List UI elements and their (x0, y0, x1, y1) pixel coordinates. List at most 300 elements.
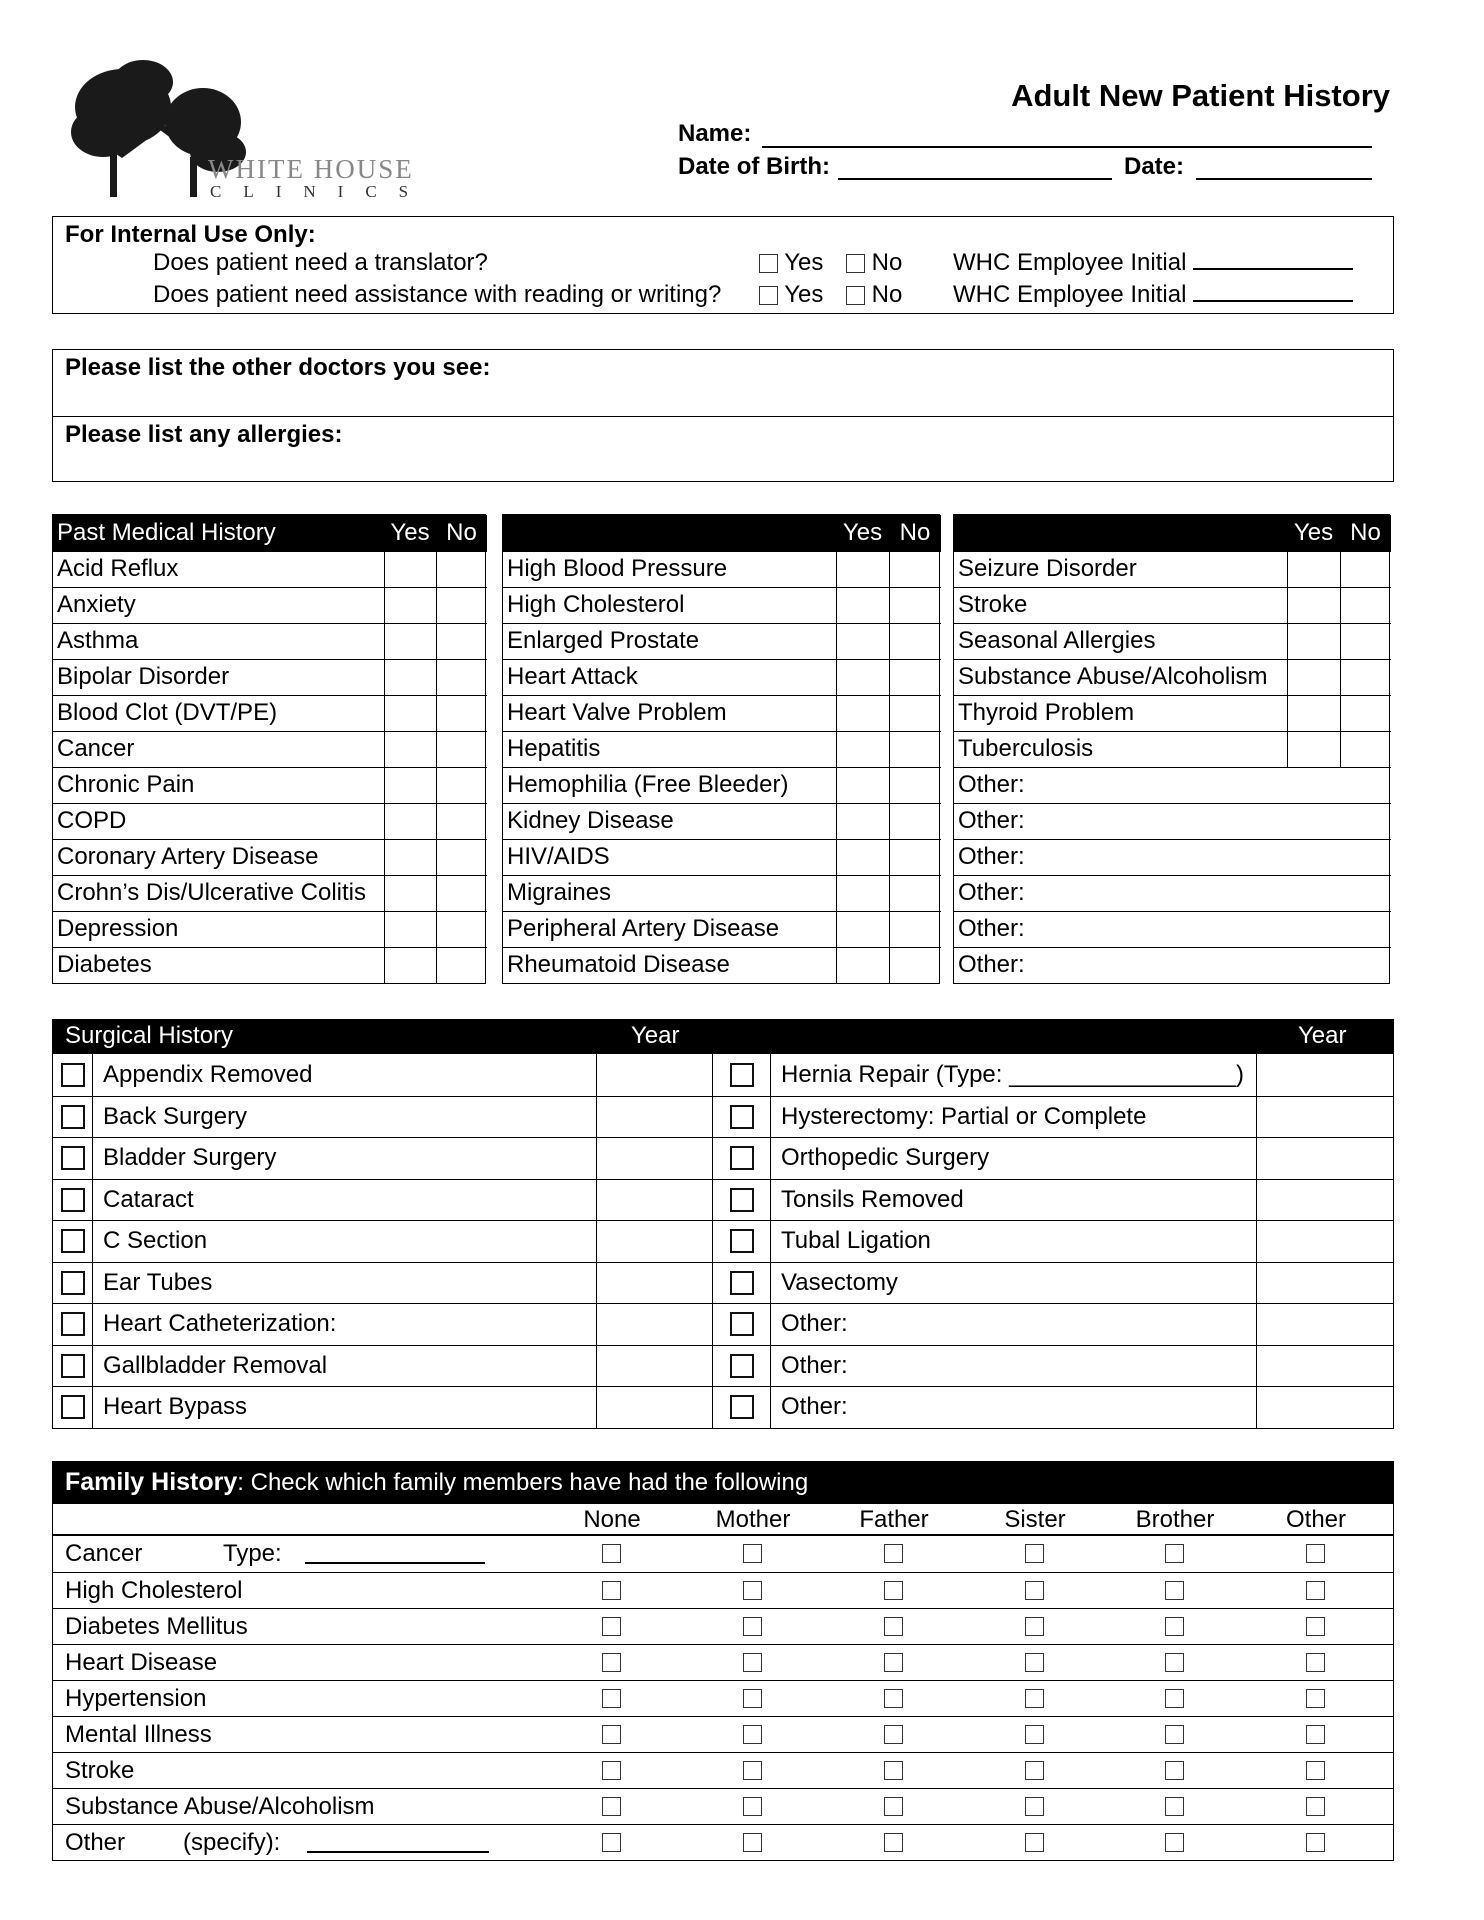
family-checkbox[interactable] (884, 1653, 903, 1672)
family-checkbox[interactable] (884, 1761, 903, 1780)
reading-no-option[interactable] (846, 281, 902, 309)
yes-cell[interactable] (384, 803, 436, 839)
family-checkbox[interactable] (1165, 1617, 1184, 1636)
surgery-row (53, 1386, 1393, 1428)
pmh-row (53, 731, 487, 767)
other-label[interactable]: Other: (954, 947, 1391, 983)
family-checkbox[interactable] (884, 1725, 903, 1744)
translator-no-option[interactable] (846, 249, 902, 277)
surgery-label: Tonsils Removed (771, 1180, 1257, 1221)
family-checkbox[interactable] (743, 1725, 762, 1744)
surgery-checkbox[interactable] (61, 1105, 85, 1129)
checkbox[interactable] (759, 254, 778, 273)
family-checkbox[interactable] (1306, 1544, 1325, 1563)
year-field[interactable] (597, 1263, 713, 1304)
year-field[interactable] (597, 1180, 713, 1221)
no-cell[interactable] (889, 911, 941, 947)
name-field[interactable] (762, 146, 1372, 148)
family-title: Family History (65, 1468, 238, 1496)
no-label: No (871, 249, 903, 276)
no-cell[interactable] (436, 695, 487, 731)
family-condition-label: Hypertension (65, 1685, 207, 1712)
family-extra-field[interactable] (305, 1562, 485, 1564)
pmh-other-row[interactable] (954, 803, 1391, 839)
year-field[interactable] (1257, 1221, 1393, 1262)
family-checkbox[interactable] (1025, 1725, 1044, 1744)
family-checkbox[interactable] (743, 1797, 762, 1816)
family-checkbox[interactable] (743, 1761, 762, 1780)
no-cell[interactable] (1340, 587, 1391, 623)
family-checkbox[interactable] (1025, 1581, 1044, 1600)
yes-header: Yes (836, 515, 889, 551)
surgery-label: C Section (93, 1221, 597, 1262)
pmh-row (53, 695, 487, 731)
condition-label: Chronic Pain (53, 767, 384, 803)
year-field[interactable] (1257, 1346, 1393, 1387)
condition-label: Thyroid Problem (954, 695, 1287, 731)
yes-cell[interactable] (384, 623, 436, 659)
no-cell[interactable] (889, 947, 941, 983)
pmh-row (503, 695, 941, 731)
yes-cell[interactable] (384, 767, 436, 803)
surgery-checkbox[interactable] (730, 1188, 754, 1212)
condition-label: Heart Attack (503, 659, 836, 695)
family-checkbox[interactable] (1306, 1581, 1325, 1600)
surgical-header (53, 1020, 1393, 1054)
yes-cell[interactable] (836, 587, 889, 623)
year-field[interactable] (597, 1304, 713, 1345)
no-header: No (1340, 515, 1391, 551)
dob-field[interactable] (838, 178, 1112, 180)
condition-label: Diabetes (53, 947, 384, 983)
yes-cell[interactable] (1287, 659, 1340, 695)
family-checkbox[interactable] (1306, 1797, 1325, 1816)
pmh-other-row[interactable] (954, 839, 1391, 875)
yes-cell[interactable] (384, 947, 436, 983)
condition-label: Kidney Disease (503, 803, 836, 839)
no-cell[interactable] (436, 875, 487, 911)
family-checkbox[interactable] (743, 1544, 762, 1563)
family-checkbox[interactable] (1306, 1725, 1325, 1744)
family-checkbox[interactable] (884, 1544, 903, 1563)
surgery-label: Bladder Surgery (93, 1138, 597, 1179)
no-cell[interactable] (889, 587, 941, 623)
no-cell[interactable] (436, 551, 487, 587)
surgery-label: Other: (771, 1387, 1257, 1428)
surgery-checkbox[interactable] (730, 1395, 754, 1419)
surgery-label: Gallbladder Removal (93, 1346, 597, 1387)
other-label[interactable]: Other: (954, 911, 1391, 947)
pmh-row (53, 803, 487, 839)
family-condition-label: Substance Abuse/Alcoholism (65, 1793, 375, 1820)
family-checkbox[interactable] (1165, 1761, 1184, 1780)
year-field[interactable] (597, 1097, 713, 1138)
yes-cell[interactable] (836, 875, 889, 911)
page-title: Adult New Patient History (1011, 78, 1390, 113)
yes-cell[interactable] (384, 551, 436, 587)
family-condition-label: Other (65, 1829, 126, 1856)
condition-label: Cancer (53, 731, 384, 767)
yes-cell[interactable] (1287, 731, 1340, 767)
pmh-row (503, 839, 941, 875)
family-checkbox[interactable] (1165, 1653, 1184, 1672)
yes-cell[interactable] (836, 839, 889, 875)
family-row (53, 1716, 1393, 1752)
yes-cell[interactable] (836, 695, 889, 731)
no-cell[interactable] (436, 947, 487, 983)
family-column-sister: Sister (1004, 1506, 1066, 1533)
year-field[interactable] (1257, 1180, 1393, 1221)
condition-label: Stroke (954, 587, 1287, 623)
yes-cell[interactable] (836, 731, 889, 767)
family-column-mother: Mother (715, 1506, 791, 1533)
family-checkbox[interactable] (743, 1581, 762, 1600)
family-checkbox[interactable] (884, 1581, 903, 1600)
year-header-right: Year (1298, 1022, 1347, 1049)
yes-cell[interactable] (836, 767, 889, 803)
yes-cell[interactable] (1287, 695, 1340, 731)
no-cell[interactable] (1340, 731, 1391, 767)
family-extra-field[interactable] (307, 1851, 489, 1853)
surgery-row (53, 1262, 1393, 1304)
pmh-row (503, 551, 941, 587)
family-checkbox[interactable] (1306, 1617, 1325, 1636)
yes-header: Yes (384, 515, 436, 551)
family-checkbox[interactable] (743, 1617, 762, 1636)
surgery-label: Back Surgery (93, 1097, 597, 1138)
surgery-row (53, 1303, 1393, 1345)
family-checkbox[interactable] (602, 1797, 621, 1816)
family-checkbox[interactable] (1025, 1833, 1044, 1852)
family-checkbox[interactable] (1025, 1544, 1044, 1563)
no-cell[interactable] (1340, 623, 1391, 659)
family-checkbox[interactable] (602, 1725, 621, 1744)
condition-label: Seizure Disorder (954, 551, 1287, 587)
yes-cell[interactable] (836, 659, 889, 695)
surgery-label: Hernia Repair (Type: _________________) (771, 1054, 1257, 1096)
year-field[interactable] (597, 1054, 713, 1096)
surgery-label: Other: (771, 1304, 1257, 1345)
family-checkbox[interactable] (1306, 1653, 1325, 1672)
year-field[interactable] (597, 1346, 713, 1387)
surgery-checkbox[interactable] (730, 1146, 754, 1170)
no-cell[interactable] (1340, 659, 1391, 695)
reading-yes-option[interactable] (759, 281, 823, 309)
no-cell[interactable] (889, 803, 941, 839)
yes-cell[interactable] (1287, 551, 1340, 587)
family-checkbox[interactable] (1165, 1797, 1184, 1816)
yes-header: Yes (1287, 515, 1340, 551)
surgery-checkbox[interactable] (730, 1105, 754, 1129)
logo-subname: CLINICS (210, 182, 431, 201)
no-cell[interactable] (889, 659, 941, 695)
no-cell[interactable] (889, 839, 941, 875)
pmh-table-2 (502, 514, 940, 984)
family-checkbox[interactable] (1306, 1689, 1325, 1708)
no-cell[interactable] (889, 551, 941, 587)
pmh-row (954, 695, 1391, 731)
surgery-checkbox[interactable] (61, 1395, 85, 1419)
family-checkbox[interactable] (884, 1689, 903, 1708)
condition-label: High Cholesterol (503, 587, 836, 623)
pmh-row (503, 731, 941, 767)
family-column-other: Other (1285, 1506, 1347, 1533)
year-field[interactable] (597, 1221, 713, 1262)
yes-cell[interactable] (384, 659, 436, 695)
surgery-label: Appendix Removed (93, 1054, 597, 1096)
year-field[interactable] (597, 1138, 713, 1179)
family-checkbox[interactable] (602, 1653, 621, 1672)
name-label: Name: (678, 120, 752, 147)
no-cell[interactable] (436, 839, 487, 875)
family-checkbox[interactable] (1165, 1725, 1184, 1744)
family-checkbox[interactable] (1025, 1797, 1044, 1816)
surgery-row (53, 1345, 1393, 1387)
family-checkbox[interactable] (602, 1544, 621, 1563)
surgery-checkbox[interactable] (61, 1312, 85, 1336)
year-field[interactable] (1257, 1138, 1393, 1179)
family-checkbox[interactable] (1025, 1761, 1044, 1780)
family-condition-label: Mental Illness (65, 1721, 212, 1748)
family-checkbox[interactable] (602, 1581, 621, 1600)
yes-cell[interactable] (384, 839, 436, 875)
family-header (53, 1462, 1393, 1504)
surgery-row (53, 1054, 1393, 1096)
yes-cell[interactable] (836, 803, 889, 839)
initial-label: WHC Employee Initial (953, 281, 1187, 308)
yes-cell[interactable] (836, 947, 889, 983)
translator-yes-option[interactable] (759, 249, 823, 277)
surgery-checkbox[interactable] (730, 1312, 754, 1336)
family-checkbox[interactable] (743, 1689, 762, 1708)
pmh-row (503, 623, 941, 659)
other-label[interactable]: Other: (954, 767, 1391, 803)
condition-label: Migraines (503, 875, 836, 911)
condition-label: Substance Abuse/Alcoholism (954, 659, 1287, 695)
family-checkbox[interactable] (743, 1653, 762, 1672)
no-cell[interactable] (436, 767, 487, 803)
date-field[interactable] (1196, 178, 1372, 180)
condition-label: Anxiety (53, 587, 384, 623)
family-condition-label: Diabetes Mellitus (65, 1613, 248, 1640)
year-field[interactable] (1257, 1304, 1393, 1345)
condition-label: Peripheral Artery Disease (503, 911, 836, 947)
no-cell[interactable] (436, 659, 487, 695)
family-column-brother: Brother (1135, 1506, 1215, 1533)
condition-label: Hemophilia (Free Bleeder) (503, 767, 836, 803)
other-label[interactable]: Other: (954, 803, 1391, 839)
no-label: No (871, 281, 903, 308)
pmh-other-row[interactable] (954, 911, 1391, 947)
condition-label: High Blood Pressure (503, 551, 836, 587)
pmh-row (53, 551, 487, 587)
yes-cell[interactable] (384, 587, 436, 623)
surgery-label: Heart Bypass (93, 1387, 597, 1428)
family-checkbox[interactable] (602, 1761, 621, 1780)
no-cell[interactable] (1340, 695, 1391, 731)
family-extra-label: (specify): (183, 1829, 281, 1856)
family-row (53, 1644, 1393, 1680)
yes-cell[interactable] (836, 911, 889, 947)
other-label[interactable]: Other: (954, 839, 1391, 875)
pmh-other-row[interactable] (954, 947, 1391, 983)
yes-label: Yes (784, 281, 824, 308)
date-label: Date: (1124, 153, 1185, 180)
other-label[interactable]: Other: (954, 875, 1391, 911)
doctors-allergies-section (52, 349, 1394, 482)
no-cell[interactable] (436, 587, 487, 623)
surgery-row (53, 1179, 1393, 1221)
family-checkbox[interactable] (1025, 1653, 1044, 1672)
no-cell[interactable] (436, 803, 487, 839)
no-cell[interactable] (436, 731, 487, 767)
year-field[interactable] (1257, 1387, 1393, 1428)
checkbox[interactable] (846, 286, 865, 305)
family-checkbox[interactable] (1025, 1689, 1044, 1708)
pmh-row (503, 767, 941, 803)
pmh-row (53, 911, 487, 947)
pmh-title: Past Medical History (53, 515, 384, 551)
family-checkbox[interactable] (1306, 1761, 1325, 1780)
family-column-none: None (583, 1506, 641, 1533)
surgery-checkbox[interactable] (61, 1271, 85, 1295)
surgery-checkbox[interactable] (61, 1188, 85, 1212)
family-condition-label: Stroke (65, 1757, 135, 1784)
surgery-checkbox[interactable] (730, 1063, 754, 1087)
family-row (53, 1788, 1393, 1824)
surgery-checkbox[interactable] (61, 1229, 85, 1253)
yes-cell[interactable] (1287, 623, 1340, 659)
surgery-label: Vasectomy (771, 1263, 1257, 1304)
pmh-row (53, 623, 487, 659)
family-checkbox[interactable] (1165, 1833, 1184, 1852)
pmh-table-1 (52, 514, 486, 984)
yes-cell[interactable] (384, 731, 436, 767)
surgery-checkbox[interactable] (730, 1271, 754, 1295)
family-checkbox[interactable] (884, 1833, 903, 1852)
checkbox[interactable] (759, 286, 778, 305)
condition-label: Blood Clot (DVT/PE) (53, 695, 384, 731)
surgery-checkbox[interactable] (730, 1229, 754, 1253)
family-columns-header (53, 1504, 1393, 1536)
reading-question: Does patient need assistance with reading or writing? (153, 281, 722, 308)
doctors-field[interactable] (53, 350, 1393, 416)
yes-cell[interactable] (836, 551, 889, 587)
family-checkbox[interactable] (1165, 1581, 1184, 1600)
doctors-label: Please list the other doctors you see: (65, 354, 491, 381)
family-checkbox[interactable] (1306, 1833, 1325, 1852)
pmh-row (53, 839, 487, 875)
reading-initial (953, 281, 1353, 309)
pmh-row (954, 587, 1391, 623)
no-cell[interactable] (889, 731, 941, 767)
pmh-table-3 (953, 514, 1390, 984)
pmh-row (53, 659, 487, 695)
condition-label: Hepatitis (503, 731, 836, 767)
year-field[interactable] (1257, 1097, 1393, 1138)
surgery-checkbox[interactable] (61, 1146, 85, 1170)
family-condition-label: High Cholesterol (65, 1577, 243, 1604)
family-checkbox[interactable] (602, 1833, 621, 1852)
logo-name: WHITE HOUSE (208, 154, 414, 184)
year-field[interactable] (1257, 1263, 1393, 1304)
family-row (53, 1680, 1393, 1716)
family-row (53, 1572, 1393, 1608)
surgery-checkbox[interactable] (61, 1354, 85, 1378)
family-row (53, 1824, 1393, 1860)
translator-initial (953, 249, 1353, 277)
pmh-other-row[interactable] (954, 767, 1391, 803)
family-checkbox[interactable] (602, 1617, 621, 1636)
condition-label: Heart Valve Problem (503, 695, 836, 731)
family-checkbox[interactable] (602, 1689, 621, 1708)
no-cell[interactable] (436, 911, 487, 947)
year-header-left: Year (631, 1022, 680, 1049)
family-row (53, 1608, 1393, 1644)
condition-label: HIV/AIDS (503, 839, 836, 875)
yes-cell[interactable] (384, 695, 436, 731)
yes-cell[interactable] (384, 911, 436, 947)
family-checkbox[interactable] (884, 1617, 903, 1636)
surgery-checkbox[interactable] (730, 1354, 754, 1378)
surgical-history-table (52, 1019, 1394, 1429)
family-checkbox[interactable] (884, 1797, 903, 1816)
pmh-other-row[interactable] (954, 875, 1391, 911)
surgery-row (53, 1220, 1393, 1262)
yes-label: Yes (784, 249, 824, 276)
condition-label: Depression (53, 911, 384, 947)
no-cell[interactable] (436, 623, 487, 659)
condition-label: Acid Reflux (53, 551, 384, 587)
internal-use-section (52, 216, 1394, 314)
allergies-field[interactable] (53, 416, 1393, 482)
no-header: No (436, 515, 487, 551)
family-row (53, 1752, 1393, 1788)
family-checkbox[interactable] (1165, 1544, 1184, 1563)
yes-cell[interactable] (384, 875, 436, 911)
no-header: No (889, 515, 941, 551)
condition-label: Enlarged Prostate (503, 623, 836, 659)
family-checkbox[interactable] (1165, 1689, 1184, 1708)
no-cell[interactable] (889, 767, 941, 803)
surgery-label: Cataract (93, 1180, 597, 1221)
no-cell[interactable] (1340, 551, 1391, 587)
allergies-label: Please list any allergies: (65, 421, 343, 448)
checkbox[interactable] (846, 254, 865, 273)
condition-label: Bipolar Disorder (53, 659, 384, 695)
pmh-row (954, 731, 1391, 767)
year-field[interactable] (1257, 1054, 1393, 1096)
initial-field[interactable] (1193, 252, 1353, 270)
surgery-checkbox[interactable] (61, 1063, 85, 1087)
yes-cell[interactable] (836, 623, 889, 659)
yes-cell[interactable] (1287, 587, 1340, 623)
family-checkbox[interactable] (743, 1833, 762, 1852)
pmh-row (503, 911, 941, 947)
no-cell[interactable] (889, 623, 941, 659)
initial-field[interactable] (1193, 284, 1353, 302)
year-field[interactable] (597, 1387, 713, 1428)
family-checkbox[interactable] (1025, 1617, 1044, 1636)
condition-label: Rheumatoid Disease (503, 947, 836, 983)
surgery-label: Heart Catheterization: (93, 1304, 597, 1345)
condition-label: Coronary Artery Disease (53, 839, 384, 875)
no-cell[interactable] (889, 695, 941, 731)
pmh-row (954, 623, 1391, 659)
surgery-label: Other: (771, 1346, 1257, 1387)
no-cell[interactable] (889, 875, 941, 911)
pmh-row (503, 803, 941, 839)
